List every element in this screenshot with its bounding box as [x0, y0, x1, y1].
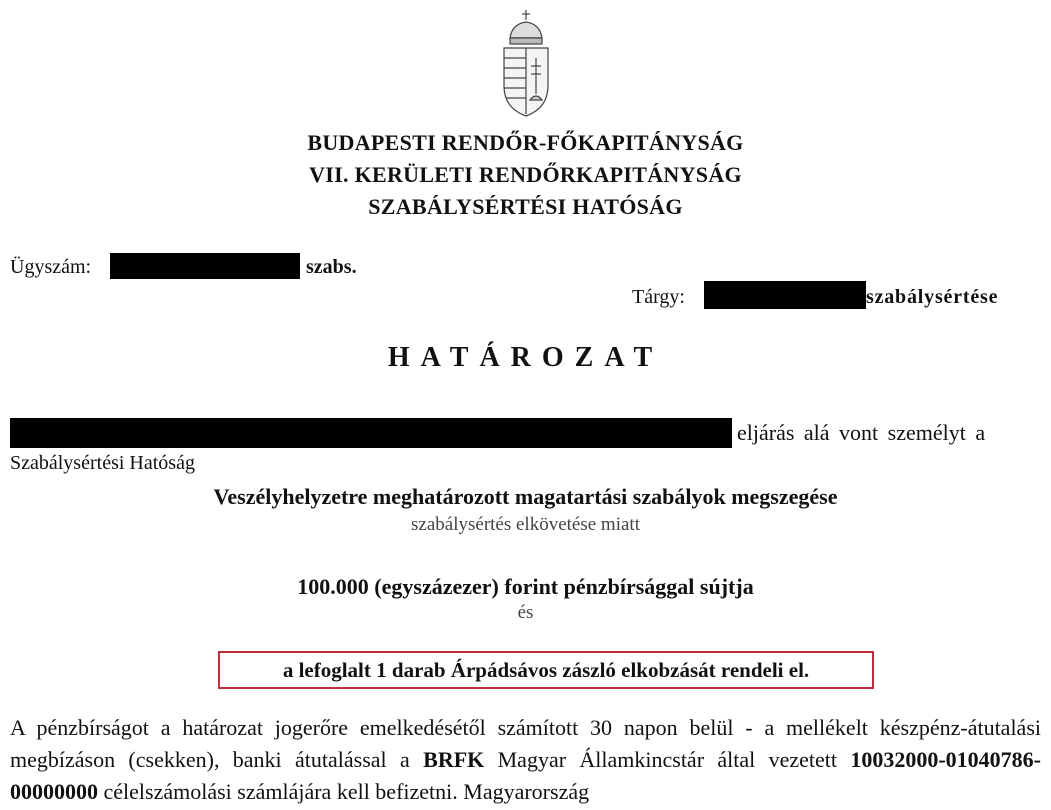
case-number-label: Ügyszám: [10, 256, 92, 278]
org-name-line2: VII. KERÜLETI RENDŐRKAPITÁNYSÁG [309, 162, 742, 187]
payment-paragraph: A pénzbírságot a határozat jogerőre emelkedésétől számított 30 napon belül - a mellékelt készpénz-átutalási megbízáson (csekken), banki átutalással a BRFK Magyar Államkincstár által vezetett 10032000-01040786-00000000 célelszámolási számlájára kell befizetni. Magyarország [10, 715, 1041, 804]
redaction-case-number [110, 253, 300, 279]
coat-of-arms-icon [498, 8, 554, 120]
case-number-suffix: szabs. [306, 256, 357, 278]
subject-label: Tárgy: [632, 286, 685, 308]
fine-amount: 100.000 (egyszázezer) forint pénzbírsággal sújtja [297, 574, 754, 599]
subject-suffix: szabálysértése [866, 286, 999, 308]
org-name-line1: BUDAPESTI RENDŐR-FŐKAPITÁNYSÁG [307, 130, 744, 155]
offense-description: Veszélyhelyzetre meghatározott magatartási szabályok megszegése [213, 484, 838, 509]
decision-authority: Szabálysértési Hatóság [10, 452, 195, 474]
document-title: HATÁROZAT [387, 342, 664, 373]
decision-line1-suffix: eljárás alá vont személyt a [737, 420, 986, 445]
bank-short-name: BRFK [423, 747, 485, 772]
redaction-person-name [10, 418, 732, 448]
org-name-line3: SZABÁLYSÉRTÉSI HATÓSÁG [368, 194, 683, 219]
conjunction-and: és [517, 602, 534, 623]
account-number: 10032000-01040786-00000000 [10, 747, 1041, 804]
confiscation-box: a lefoglalt 1 darab Árpádsávos zászló elkobzását rendeli el. [218, 651, 874, 689]
offense-note: szabálysértés elkövetése miatt [411, 514, 640, 535]
redaction-subject [704, 281, 866, 309]
